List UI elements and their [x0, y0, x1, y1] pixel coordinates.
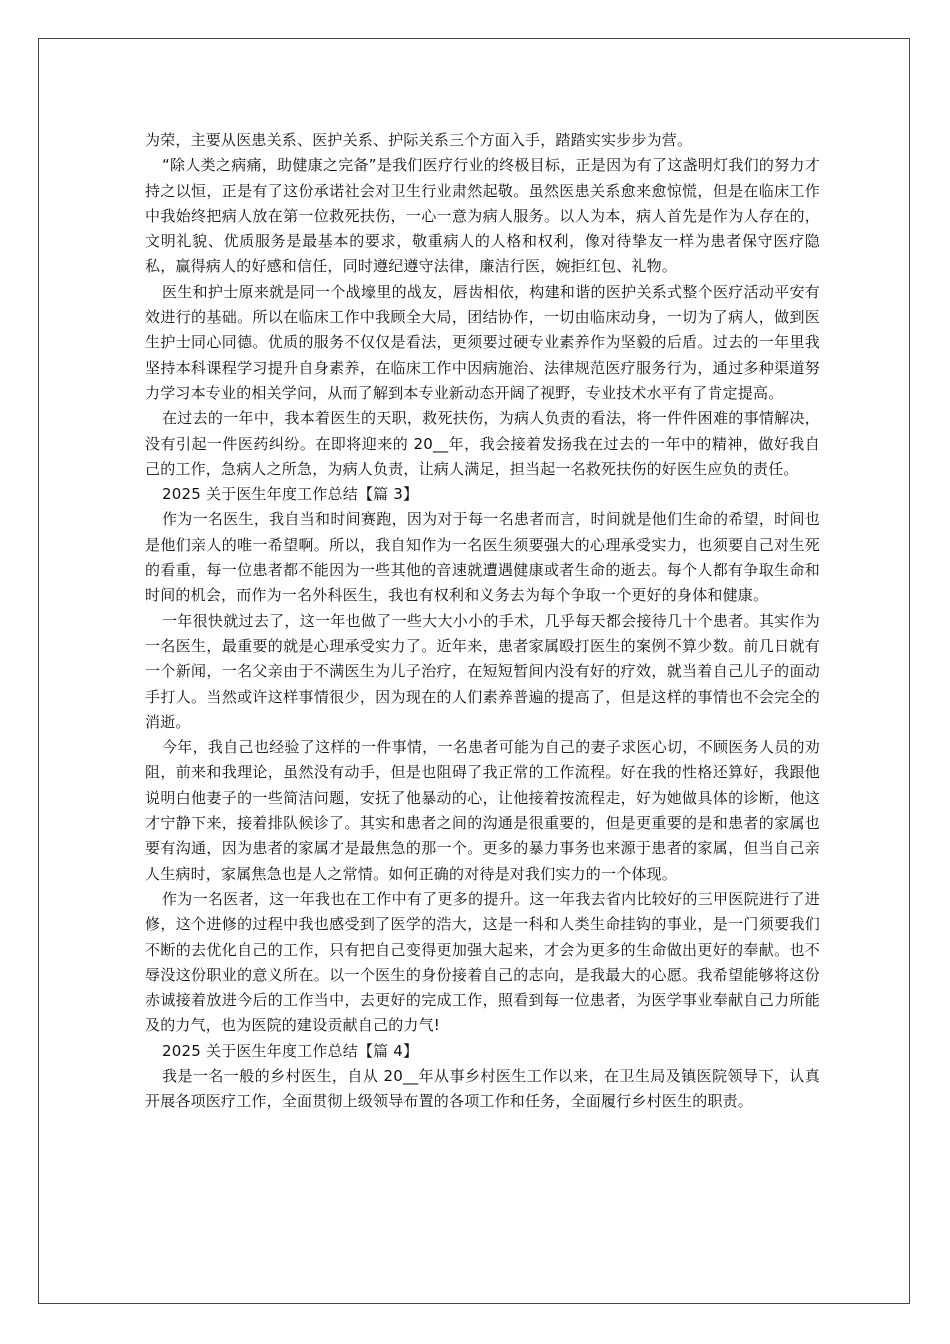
paragraph-personal-experience: 今年，我自己也经验了这样的一件事情，一名患者可能为自己的妻子求医心切，不顾医务人员的劝阻，前来和我理论，虽然没有动手，但是也阻碍了我正常的工作流程。好在我的性格还算好，我跟他说明白他妻子的一些简洁问题，安抚了他暴动的心，让他接着按流程走，好为她做具体的诊断，他这才宁静下来，接着排队候诊了。其实和患者之间的沟通是很重要的，但是更重要的是和患者的家属也要有沟通，因为患者的家属才是最焦急的那一个。更多的暴力事务也来源于患者的家属，但当自己亲人生病时，家属焦急也是人之常情。如何正确的对待是对我们实力的一个体现。 — [145, 738, 820, 883]
paragraph-rural-doctor: 我是一名一般的乡村医生，自从 20__年从事乡村医生工作以来，在卫生局及镇医院领导下，认真开展各项医疗工作，全面贯彻上级领导布置的各项工作和任务，全面履行乡村医生的职责。 — [145, 1066, 820, 1111]
paragraph-race-against-time: 作为一名医生，我自当和时间赛跑，因为对于每一名患者而言，时间就是他们生命的希望，时间也是他们亲人的唯一希望啊。所以，我自知作为一名医生须要强大的心理承受实力，也须要自己对生死的看重，每一位患者都不能因为一些其他的音速就遭遇健康或者生命的逝去。每个人都有争取生命和时间的机会，而作为一名外科医生，我也有权利和义务去为每个争取一个更好的身体和健康。 — [145, 510, 820, 605]
document-body — [145, 128, 820, 1115]
section-heading-part-4: 2025 关于医生年度工作总结【篇 4】 — [162, 1041, 419, 1060]
paragraph-year-passed: 一年很快就过去了，这一年也做了一些大大小小的手术，几乎每天都会接待几十个患者。其实作为一名医生，最重要的就是心理承受实力了。近年来，患者家属殴打医生的案例不算少数。前几日就有一个新闻，一名父亲由于不满医生为儿子治疗，在短短暂间内没有好的疗效，就当着自己儿子的面动手打人。当然或许这样事情很少，因为现在的人们素养普遍的提高了，但是这样的事情也不会完全的消逝。 — [145, 611, 820, 731]
paragraph-continuation: 为荣，主要从医患关系、医护关系、护际关系三个方面入手，踏踏实实步步为营。 — [145, 131, 693, 149]
section-heading-part-3: 2025 关于医生年度工作总结【篇 3】 — [162, 485, 419, 504]
paragraph-improvement: 作为一名医者，这一年我也在工作中有了更多的提升。这一年我去省内比较好的三甲医院进行了进修，这个进修的过程中我也感受到了医学的浩大，这是一科和人类生命挂钩的事业，是一门须要我们不断的去优化自己的工作，只有把自己变得更加强大起来，才会为更多的生命做出更好的奉献。也不辱没这份职业的意义所在。以一个医生的身份接着自己的志向，是我最大的心愿。我希望能够将这份赤诚接着放进今后的工作当中，去更好的完成工作，照看到每一位患者，为医学事业奉献自己力所能及的力气，也为医院的建设贡献自己的力气! — [145, 889, 820, 1035]
paragraph-healing-goal: “除人类之病痛，助健康之完备”是我们医疗行业的终极目标，正是因为有了这盏明灯我们的努力才持之以恒，正是有了这份承诺社会对卫生行业肃然起敬。虽然医患关系愈来愈惊慌，但是在临床工作中我始终把病人放在第一位救死扶伤，一心一意为病人服务。以人为本，病人首先是作为人存在的，文明礼貌、优质服务是最基本的要求，敬重病人的人格和权利，像对待挚友一样为患者保守医疗隐私，赢得病人的好感和信任，同时遵纪遵守法律，廉洁行医，婉拒红包、礼物。 — [145, 156, 820, 276]
paragraph-past-year: 在过去的一年中，我本着医生的天职，救死扶伤，为病人负责的看法，将一件件困难的事情解决，没有引起一件医药纠纷。在即将迎来的 20__年，我会接着发扬我在过去的一年中的精神，做好我自己的工作，急病人之所急，为病人负责，让病人满足，担当起一名救死扶伤的好医生应负的责任。 — [145, 409, 820, 478]
paragraph-doctor-nurse-relations: 医生和护士原来就是同一个战壕里的战友，唇齿相依，构建和谐的医护关系式整个医疗活动平安有效进行的基础。所以在临床工作中我顾全大局，团结协作，一切由临床动身，一切为了病人，做到医生护士同心同德。优质的服务不仅仅是看法，更须要过硬专业素养作为坚毅的后盾。过去的一年里我坚持本科课程学习提升自身素养，在临床工作中因病施治、法律规范医疗服务行为，通过多种渠道努力学习本专业的相关学问，从而了解到本专业新动态开阔了视野，专业技术水平有了肯定提高。 — [145, 282, 820, 402]
